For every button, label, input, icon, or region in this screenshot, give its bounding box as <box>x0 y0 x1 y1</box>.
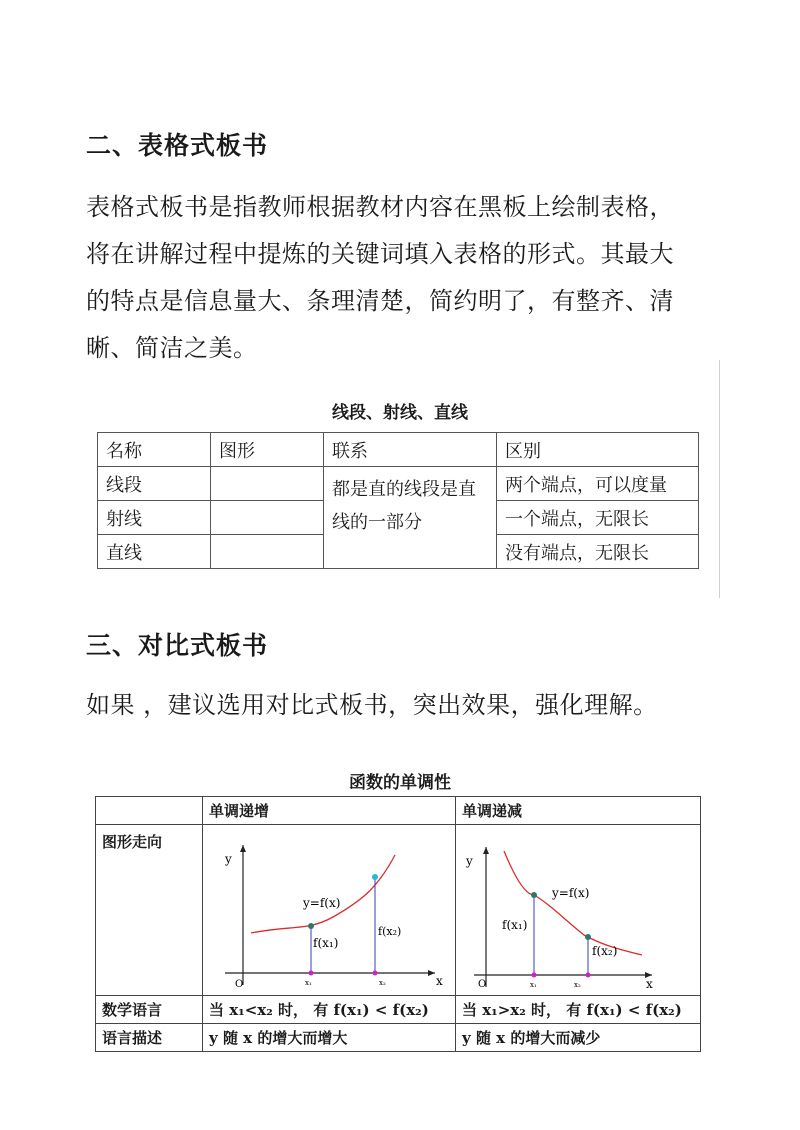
header-name: 名称 <box>98 433 211 467</box>
origin-label: O <box>235 979 244 990</box>
table-row <box>98 467 699 501</box>
fx1-label: f(x₁) <box>313 936 339 950</box>
header-decreasing: 单调递减 <box>456 797 701 825</box>
row-figure <box>211 535 324 569</box>
origin-label: O <box>478 979 487 990</box>
foot-x2 <box>373 971 378 976</box>
row-label-desc: 语言描述 <box>96 1024 203 1052</box>
table-row <box>96 825 701 996</box>
y-axis-arrow <box>483 847 489 854</box>
x-axis-arrow <box>428 970 435 976</box>
point-x1 <box>308 923 314 929</box>
section3-heading: 三、对比式板书 <box>86 631 269 660</box>
decreasing-graph <box>456 825 700 991</box>
header-relation: 联系 <box>324 433 497 467</box>
lines-table <box>97 432 699 569</box>
increasing-graph-cell <box>203 825 456 996</box>
fx2-label: f(x₂) <box>592 944 618 958</box>
section3-paragraph: 如果 ，建议选用对比式板书，突出效果，强化理解。 <box>86 691 658 719</box>
x2-label: x₂ <box>574 981 581 989</box>
header-difference: 区别 <box>497 433 699 467</box>
foot-x2 <box>586 973 591 978</box>
monotonicity-table <box>95 796 701 1052</box>
math-decreasing: 当 x₁>x₂ 时， 有 f(x₁) < f(x₂) <box>456 996 701 1024</box>
x-label: x <box>646 977 653 991</box>
section2-paragraph <box>86 184 706 372</box>
point-x1 <box>531 892 537 898</box>
relation-cell <box>324 467 497 569</box>
header-increasing: 单调递增 <box>203 797 456 825</box>
row-difference: 两个端点，可以度量 <box>497 467 699 501</box>
y-label: y <box>466 854 473 868</box>
table1-title: 线段、射线、直线 <box>332 403 468 423</box>
fx2-label: f(x₂) <box>378 925 402 938</box>
table-header-row <box>98 433 699 467</box>
y-label: y <box>225 852 232 866</box>
function-curve <box>504 851 642 955</box>
point-x2 <box>372 874 378 880</box>
row-figure <box>211 467 324 501</box>
x1-label: x₁ <box>305 979 312 987</box>
row-figure <box>211 501 324 535</box>
point-x2 <box>585 934 591 940</box>
paragraph-line: 的特点是信息量大、条理清楚，简约明了，有整齐、清 <box>86 287 674 315</box>
row-label-math: 数学语言 <box>96 996 203 1024</box>
decreasing-graph-cell <box>456 825 701 996</box>
x1-label: x₁ <box>530 981 537 989</box>
foot-x1 <box>532 973 537 978</box>
row-name: 线段 <box>98 467 211 501</box>
increasing-graph <box>203 825 455 991</box>
foot-x1 <box>309 971 314 976</box>
paragraph-line: 晰、简洁之美。 <box>86 334 258 362</box>
row-difference: 没有端点，无限长 <box>497 535 699 569</box>
relation-line: 线的一部分 <box>332 512 422 533</box>
x2-label: x₂ <box>379 979 386 987</box>
math-increasing: 当 x₁<x₂ 时， 有 f(x₁) < f(x₂) <box>203 996 456 1024</box>
paragraph-line: 表格式板书是指教师根据教材内容在黑板上绘制表格， <box>86 193 674 221</box>
x-label: x <box>436 974 443 988</box>
y-axis-arrow <box>240 845 246 852</box>
function-label: y=f(x) <box>552 886 590 900</box>
corner-cell <box>96 797 203 825</box>
row-name: 直线 <box>98 535 211 569</box>
function-curve <box>251 855 395 933</box>
row-label-graph: 图形走向 <box>96 825 203 996</box>
relation-line: 都是直的线段是直 <box>332 479 476 500</box>
row-difference: 一个端点，无限长 <box>497 501 699 535</box>
desc-increasing: y 随 x 的增大而增大 <box>203 1024 456 1052</box>
row-name: 射线 <box>98 501 211 535</box>
header-figure: 图形 <box>211 433 324 467</box>
table2-title: 函数的单调性 <box>349 773 451 793</box>
desc-decreasing: y 随 x 的增大而减少 <box>456 1024 701 1052</box>
paragraph-line: 将在讲解过程中提炼的关键词填入表格的形式。其最大 <box>86 240 674 268</box>
table-row <box>96 1024 701 1052</box>
function-label: y=f(x) <box>303 896 341 910</box>
fx1-label: f(x₁) <box>502 918 528 932</box>
table-header-row <box>96 797 701 825</box>
table-row <box>96 996 701 1024</box>
section2-heading: 二、表格式板书 <box>86 131 269 160</box>
divider-line <box>719 360 720 598</box>
